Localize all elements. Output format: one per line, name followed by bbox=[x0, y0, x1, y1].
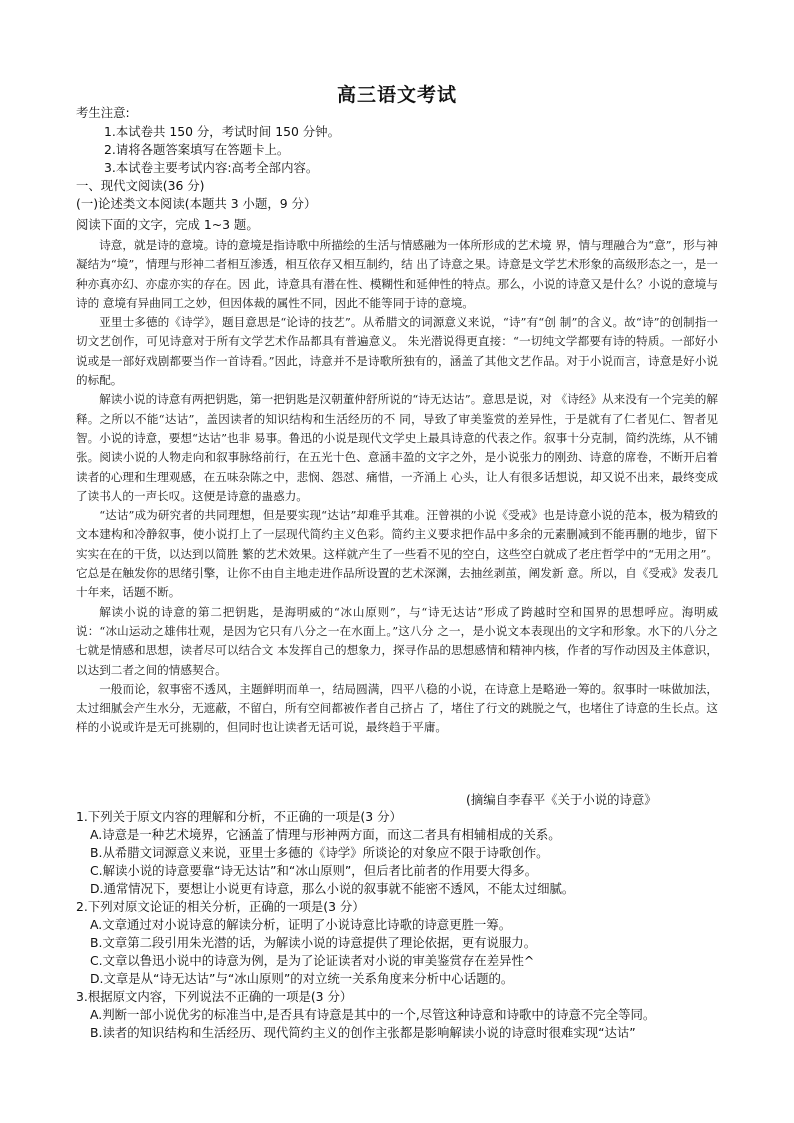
question-option: C.文章以鲁迅小说中的诗意为例，是为了论证读者对小说的审美鉴赏存在差异性^ bbox=[90, 953, 535, 968]
passage-paragraph: 解读小说的诗意有两把钥匙，第一把钥匙是汉朝董仲舒所说的“诗无达诂”。意思是说，对 《诗经》从来没有一个完美的解释。之所以不能“达诂”，盖因读者的知识结构和生活经历的不 同，导致了审美鉴赏的差异性，于是就有了仁者见仁、智者见智。小说的诗意，要想“达诂”也非 易事。鲁迅的小说是现代文学史上最具诗意的代表之作。叙事十分克制，简约洗练，从不铺张。阅读小说的人物走向和叙事脉络前行，在五光十色、意涵丰盈的文字之外，是小说张力的刚劲、诗意的席卷，不断开启着读者的心理和生理观感，在五味杂陈之中，悲悯、怨怼、痛惜，一齐涌上 心头，让人有很多话想说，却又说不出来，最终变成了读书人的一声长叹。这便是诗意的蛊惑力。 bbox=[76, 392, 718, 503]
section-heading: 一、现代文阅读(36 分) bbox=[76, 178, 205, 193]
question-option: C.解读小说的诗意要靠“诗无达诂”和“冰山原则”，但后者比前者的作用要大得多。 bbox=[90, 863, 538, 878]
passage-source: (摘编自李春平《关于小说的诗意》 bbox=[466, 792, 657, 807]
passage-paragraph: 亚里士多德的《诗学》，题目意思是“论诗的技艺”。从希腊文的词源意义来说，“诗”有“创 制”的含义。故“诗”的创制指一切文艺创作，可见诗意对于所有文学艺术作品都具有普遍意义。 朱光潜说得更直接：“一切纯文学都要有诗的特质。一部好小说或是一部好戏剧都要当作一首诗看。”因此，诗意并不是诗歌所独有的，涵盖了其他文艺作品。对于小说而言，诗意是好小说的标配。 bbox=[76, 315, 718, 388]
passage-paragraph: 诗意，就是诗的意境。诗的意境是指诗歌中所描绘的生活与情感融为一体所形成的艺术境 界，情与理融合为“意”，形与神凝结为“境”，情理与形神二者相互渗透，相互依存又相互制约，结 出了诗意之果。诗意是文学艺术形象的高级形态之一，是一种亦真亦幻、亦虚亦实的存在。因 此，诗意具有潜在性、模糊性和延伸性的特点。那么，小说的诗意又是什么？小说的意境与诗的 意境有异曲同工之妙，但因体裁的属性不同，因此不能等同于诗的意境。 bbox=[76, 238, 718, 310]
passage-paragraph: 一般而论，叙事密不透风，主题鲜明而单一，结局圆满，四平八稳的小说，在诗意上是略逊一筹的。叙事时一味做加法，太过细腻会产生水分，无遮蔽，不留白，所有空间都被作者自己挤占 了，堵住了行文的跳脱之气，也堵住了诗意的生长点。这样的小说或许是无可挑剔的，但同时也让读者无话可说，最终趋于平庸。 bbox=[76, 681, 718, 735]
question-stem: 2.下列对原文论证的相关分析，正确的一项是(3 分） bbox=[76, 899, 365, 914]
question-option: D.通常情况下，要想让小说更有诗意，那么小说的叙事就不能密不透风，不能太过细腻。 bbox=[90, 881, 575, 896]
question-option: A.判断一部小说优劣的标准当中,是否具有诗意是其中的一个,尽管这种诗意和诗歌中的诗意不完全等同。 bbox=[90, 1007, 656, 1022]
question-stem: 1.下列关于原文内容的理解和分析，不正确的一项是(3 分） bbox=[76, 809, 402, 824]
question-option: A.诗意是一种艺术境界，它涵盖了情理与形神两方面，而这二者具有相辅相成的关系。 bbox=[90, 827, 561, 842]
question-option: B.从希腊文词源意义来说，亚里士多德的《诗学》所谈论的对象应不限于诗歌创作。 bbox=[90, 845, 549, 860]
exam-title: 高三语文考试 bbox=[336, 84, 457, 106]
notice-item: 3.本试卷主要考试内容:高考全部内容。 bbox=[104, 160, 319, 175]
notice-item: 2.请将各题答案填写在答题卡上。 bbox=[104, 142, 290, 157]
question-option: B.文章第二段引用朱光潜的话，为解读小说的诗意提供了理论依据，更有说服力。 bbox=[90, 935, 537, 950]
sub-section-heading: (一)论述类文本阅读(本题共 3 小题，9 分） bbox=[76, 196, 317, 211]
passage-paragraph: “达诂”成为研究者的共同理想，但是要实现“达诂”却难乎其难。汪曾祺的小说《受戒》也是诗意小说的范本，极为精致的文本建构和冷静叙事，使小说打上了一层现代简约主义色彩。简约主义要求把作品中多余的元素删减到不能再删的地步，留下实实在在的干货，以达到以简胜 繁的艺术效果。这样就产生了一些看不见的空白，这些空白就成了老庄哲学中的“无用之用”。 它总是在触发你的思绪引擎，让你不由自主地走进作品所设置的艺术深渊，去抽丝剥茧，阐发新 意。所以，自《受戒》发表几十年来，话题不断。 bbox=[76, 508, 718, 600]
passage-paragraph: 解读小说的诗意的第二把钥匙，是海明威的“冰山原则”，与“诗无达诂”形成了跨越时空和国界的思想呼应。海明威说：“冰山运动之雄伟壮观，是因为它只有八分之一在水面上。”这八分 之一，是小说文本表现出的文字和形象。水下的八分之七就是情感和思想，读者尽可以结合文 本发挥自己的想象力，探寻作品的思想感情和精神内核，作者的写作动因及主体意识，以达到二者之间的情感契合。 bbox=[76, 604, 718, 677]
question-option: B.读者的知识结构和生活经历、现代简约主义的创作主张都是影响解读小说的诗意时很难实现“达诂” bbox=[90, 1025, 636, 1040]
notice-heading: 考生注意: bbox=[76, 105, 130, 120]
question-stem: 3.根据原文内容，下列说法不正确的一项是(3 分） bbox=[76, 989, 353, 1004]
notice-item: 1.本试卷共 150 分，考试时间 150 分钟。 bbox=[104, 124, 340, 139]
reading-passage bbox=[76, 236, 718, 738]
reading-instruction: 阅读下面的文字，完成 1~3 题。 bbox=[76, 217, 259, 232]
question-option: D.文章是从“诗无达诂”与“冰山原则”的对立统一关系角度来分析中心话题的。 bbox=[90, 971, 514, 986]
question-option: A.文章通过对小说诗意的解读分析，证明了小说诗意比诗歌的诗意更胜一筹。 bbox=[90, 917, 512, 932]
